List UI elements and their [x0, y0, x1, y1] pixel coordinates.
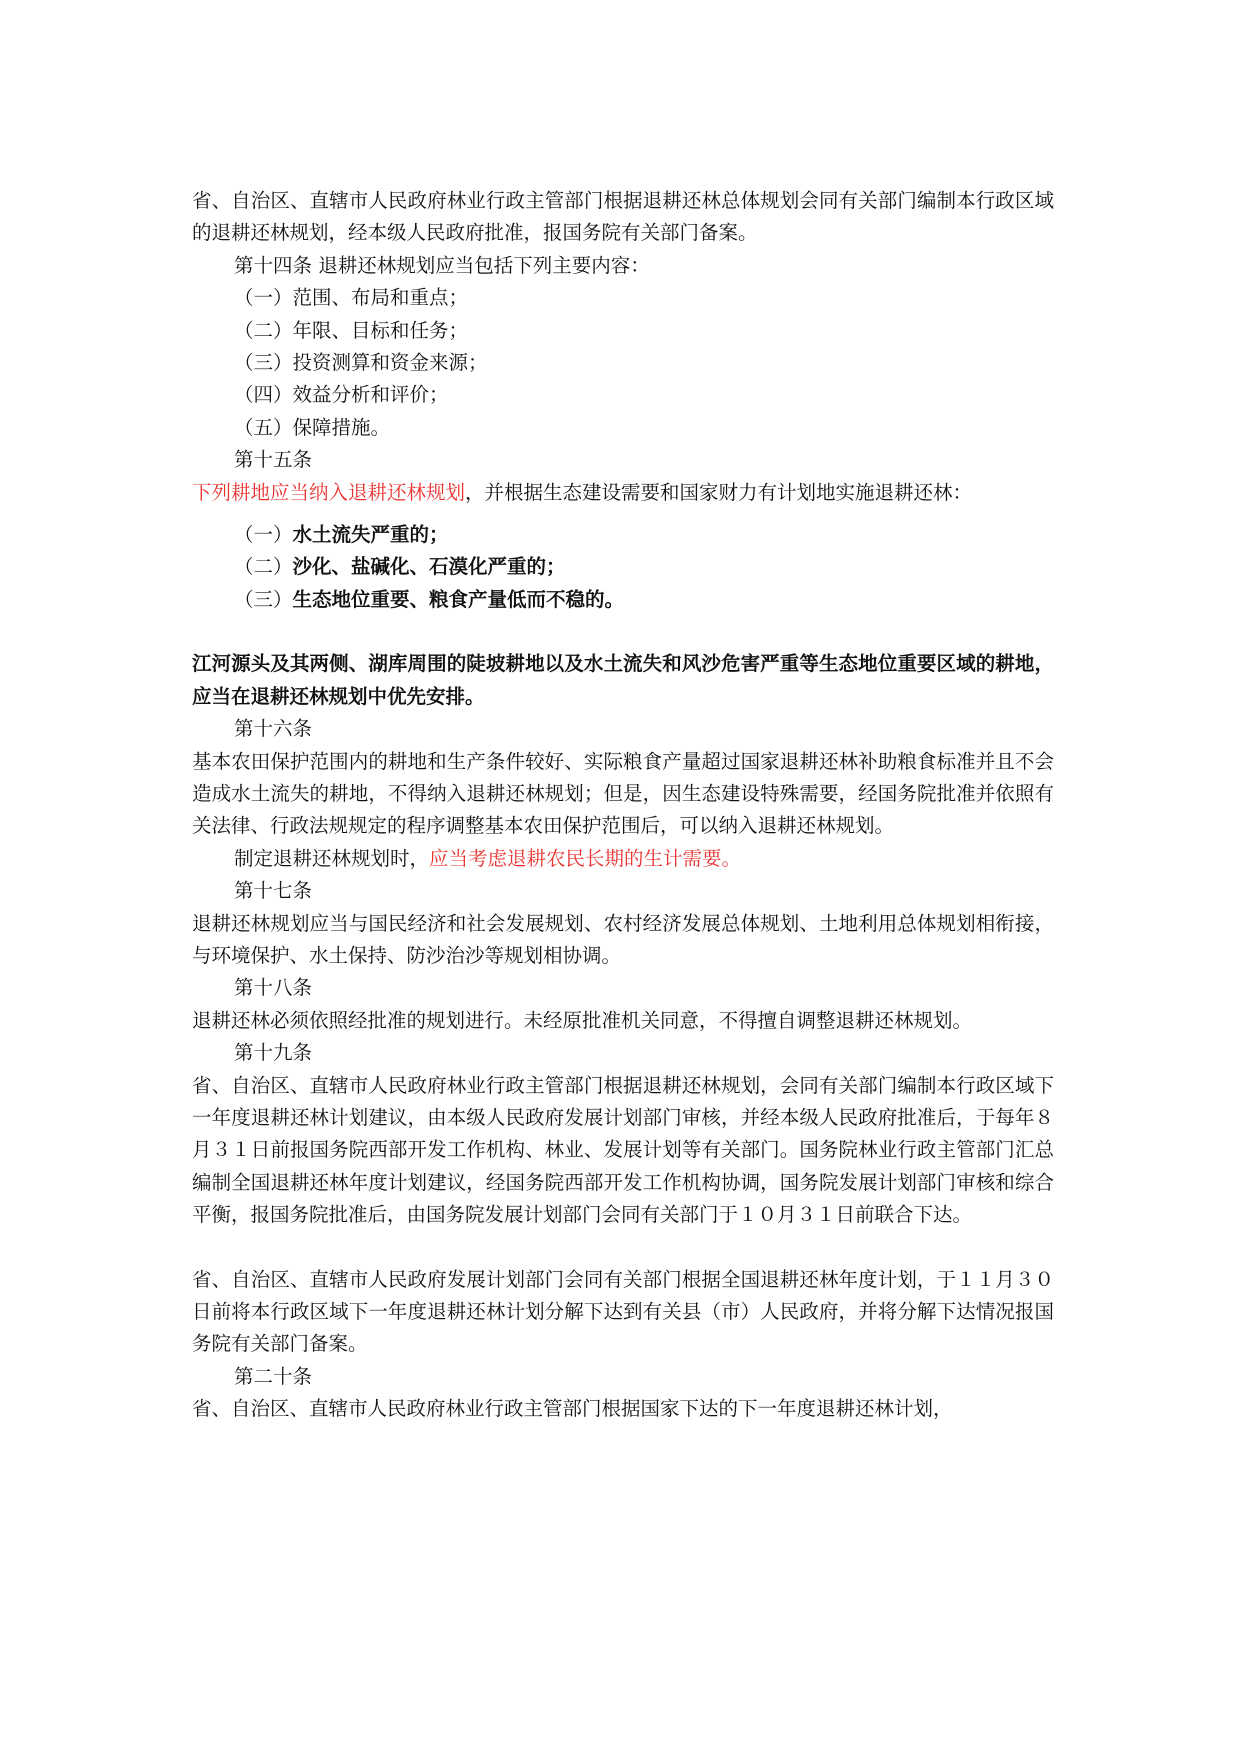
- document-body: [192, 185, 1054, 1426]
- paragraph-text: 制定退耕还林规划时，: [234, 846, 430, 870]
- list-item: （五）保障措施。: [234, 415, 391, 439]
- article-16-heading: 第十六条: [234, 717, 313, 741]
- list-text: 沙化、盐碱化、石漠化严重的；: [292, 555, 566, 579]
- article-14-heading: 第十四条 退耕还林规划应当包括下列主要内容：: [234, 253, 650, 277]
- list-number: （一）: [234, 523, 293, 547]
- highlighted-text: 下列耕地应当纳入退耕还林规划: [192, 480, 466, 504]
- paragraph: 省、自治区、直辖市人民政府林业行政主管部门根据国家下达的下一年度退耕还林计划，: [192, 1397, 953, 1421]
- article-18-heading: 第十八条: [234, 976, 313, 1000]
- list-item: [192, 584, 1054, 616]
- list-text: 水土流失严重的；: [292, 523, 449, 547]
- list-item: （二）年限、目标和任务；: [234, 318, 469, 342]
- paragraph: 基本农田保护范围内的耕地和生产条件较好、实际粮食产量超过国家退耕还林补助粮食标准并且不会造成水土流失的耕地，不得纳入退耕还林规划；但是，因生态建设特殊需要，经国务院批准并依照有关法律、行政法规规定的程序调整基本农田保护范围后，可以纳入退耕还林规划。: [192, 749, 1054, 838]
- paragraph: 省、自治区、直辖市人民政府发展计划部门会同有关部门根据全国退耕还林年度计划，于１１月３０日前将本行政区域下一年度退耕还林计划分解下达到有关县（市）人民政府，并将分解下达情况报国务院有关部门备案。: [192, 1267, 1054, 1356]
- paragraph: 退耕还林规划应当与国民经济和社会发展规划、农村经济发展总体规划、土地利用总体规划相衔接，与环境保护、水土保持、防沙治沙等规划相协调。: [192, 911, 1054, 967]
- list-item: （三）投资测算和资金来源；: [234, 351, 488, 375]
- article-17-heading: 第十七条: [234, 879, 313, 903]
- paragraph: 省、自治区、直辖市人民政府林业行政主管部门根据退耕还林总体规划会同有关部门编制本行政区域的退耕还林规划，经本级人民政府批准，报国务院有关部门备案。: [192, 189, 1054, 245]
- list-item: （一）范围、布局和重点；: [234, 286, 469, 310]
- list-item: （四）效益分析和评价；: [234, 383, 449, 407]
- list-number: （三）: [234, 587, 293, 611]
- article-15-paragraph: [192, 477, 1054, 509]
- list-item: [192, 551, 1054, 583]
- article-15-heading: 第十五条: [234, 448, 313, 472]
- paragraph-text: ，并根据生态建设需要和国家财力有计划地实施退耕还林：: [465, 480, 973, 504]
- list-number: （二）: [234, 555, 293, 579]
- paragraph: 退耕还林必须依照经批准的规划进行。未经原批准机关同意，不得擅自调整退耕还林规划。: [192, 1008, 973, 1032]
- list-text: 生态地位重要、粮食产量低而不稳的。: [292, 587, 625, 611]
- paragraph: [192, 843, 1054, 875]
- article-19-heading: 第十九条: [234, 1041, 313, 1065]
- highlighted-text: 应当考虑退耕农民长期的生计需要。: [429, 846, 742, 870]
- bold-paragraph: 江河源头及其两侧、湖库周围的陡坡耕地以及水土流失和风沙危害严重等生态地位重要区域的耕地，应当在退耕还林规划中优先安排。: [192, 652, 1054, 708]
- list-item: [192, 519, 1054, 551]
- article-20-heading: 第二十条: [234, 1364, 313, 1388]
- paragraph: 省、自治区、直辖市人民政府林业行政主管部门根据退耕还林规划，会同有关部门编制本行政区域下一年度退耕还林计划建议，由本级人民政府发展计划部门审核，并经本级人民政府批准后，于每年８月３１日前报国务院西部开发工作机构、林业、发展计划等有关部门。国务院林业行政主管部门汇总编制全国退耕还林年度计划建议，经国务院西部开发工作机构协调，国务院发展计划部门审核和综合平衡，报国务院批准后，由国务院发展计划部门会同有关部门于１０月３１日前联合下达。: [192, 1073, 1054, 1227]
